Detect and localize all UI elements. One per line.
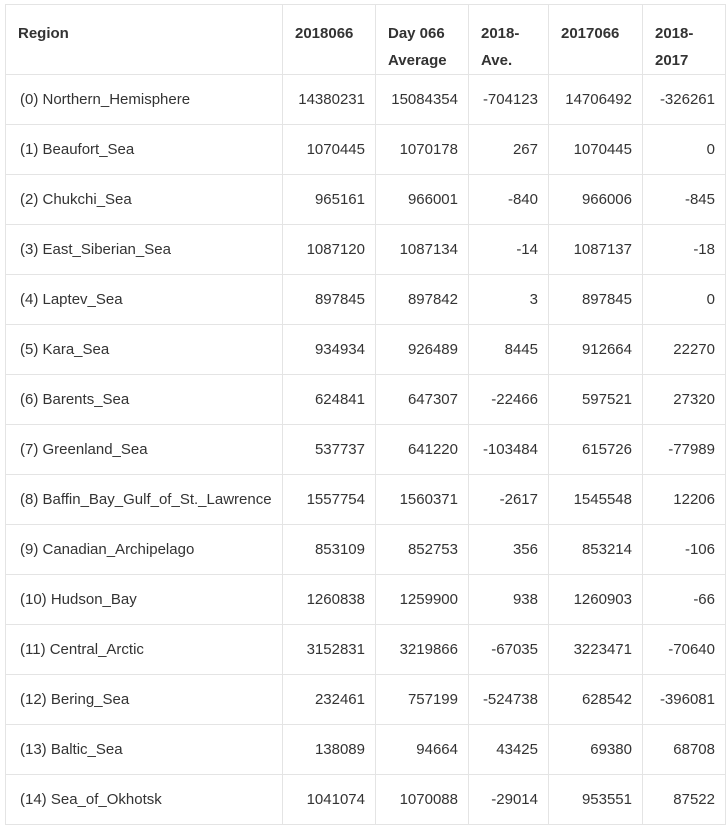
header-2018-ave-line-1: 2018- [481, 25, 520, 42]
day-066-average-cell: 1560371 [376, 475, 469, 525]
diff-2018-ave-cell: 938 [469, 575, 549, 625]
value-2017066-cell: 853214 [549, 525, 643, 575]
diff-2018-2017-cell: -845 [643, 175, 726, 225]
value-2017066-cell: 1070445 [549, 125, 643, 175]
table-row [6, 725, 726, 775]
header-2017066-label: 2017066 [561, 25, 620, 42]
day-066-average-cell: 926489 [376, 325, 469, 375]
value-2017066-cell: 628542 [549, 675, 643, 725]
table-header [6, 5, 726, 75]
value-2018066-cell: 897845 [283, 275, 376, 325]
value-2017066-cell: 1087137 [549, 225, 643, 275]
diff-2018-2017-cell: 27320 [643, 375, 726, 425]
day-066-average-cell: 1070088 [376, 775, 469, 825]
day-066-average-cell: 1259900 [376, 575, 469, 625]
value-2017066-cell: 3223471 [549, 625, 643, 675]
diff-2018-2017-cell: -106 [643, 525, 726, 575]
value-2018066-cell: 934934 [283, 325, 376, 375]
region-cell: (4) Laptev_Sea [6, 275, 283, 325]
sea-ice-extent-table [5, 4, 726, 825]
table-row [6, 75, 726, 125]
table-row [6, 375, 726, 425]
day-066-average-cell: 3219866 [376, 625, 469, 675]
region-cell: (11) Central_Arctic [6, 625, 283, 675]
header-2018066-label: 2018066 [295, 25, 354, 42]
value-2018066-cell: 624841 [283, 375, 376, 425]
value-2017066-cell: 69380 [549, 725, 643, 775]
region-cell: (2) Chukchi_Sea [6, 175, 283, 225]
diff-2018-2017-cell: 12206 [643, 475, 726, 525]
diff-2018-ave-cell: -67035 [469, 625, 549, 675]
value-2017066-cell: 912664 [549, 325, 643, 375]
table-row [6, 275, 726, 325]
day-066-average-cell: 647307 [376, 375, 469, 425]
diff-2018-ave-cell: -2617 [469, 475, 549, 525]
day-066-average-cell: 1087134 [376, 225, 469, 275]
table-row [6, 325, 726, 375]
value-2018066-cell: 232461 [283, 675, 376, 725]
diff-2018-ave-cell: 8445 [469, 325, 549, 375]
header-2018066 [283, 5, 376, 75]
diff-2018-2017-cell: -70640 [643, 625, 726, 675]
value-2018066-cell: 853109 [283, 525, 376, 575]
value-2018066-cell: 1041074 [283, 775, 376, 825]
region-cell: (6) Barents_Sea [6, 375, 283, 425]
header-2018-2017-line-2: 2017 [655, 52, 689, 69]
table-row [6, 575, 726, 625]
day-066-average-cell: 757199 [376, 675, 469, 725]
region-cell: (12) Bering_Sea [6, 675, 283, 725]
value-2018066-cell: 537737 [283, 425, 376, 475]
value-2017066-cell: 897845 [549, 275, 643, 325]
table-row [6, 475, 726, 525]
region-cell: (13) Baltic_Sea [6, 725, 283, 775]
diff-2018-ave-cell: -524738 [469, 675, 549, 725]
value-2018066-cell: 1070445 [283, 125, 376, 175]
diff-2018-2017-cell: 0 [643, 125, 726, 175]
value-2018066-cell: 1260838 [283, 575, 376, 625]
diff-2018-2017-cell: 22270 [643, 325, 726, 375]
table-row [6, 525, 726, 575]
diff-2018-2017-cell: 87522 [643, 775, 726, 825]
day-066-average-cell: 852753 [376, 525, 469, 575]
diff-2018-ave-cell: -22466 [469, 375, 549, 425]
region-cell: (9) Canadian_Archipelago [6, 525, 283, 575]
header-region [6, 5, 283, 75]
table-row [6, 625, 726, 675]
value-2017066-cell: 597521 [549, 375, 643, 425]
diff-2018-ave-cell: 3 [469, 275, 549, 325]
day-066-average-cell: 897842 [376, 275, 469, 325]
region-cell: (0) Northern_Hemisphere [6, 75, 283, 125]
value-2018066-cell: 138089 [283, 725, 376, 775]
header-day-066-average-line-1: Day 066 [388, 25, 445, 42]
day-066-average-cell: 1070178 [376, 125, 469, 175]
table-row [6, 175, 726, 225]
value-2017066-cell: 615726 [549, 425, 643, 475]
diff-2018-ave-cell: -103484 [469, 425, 549, 475]
header-region-label: Region [18, 25, 69, 42]
diff-2018-ave-cell: -14 [469, 225, 549, 275]
diff-2018-2017-cell: -66 [643, 575, 726, 625]
region-cell: (3) East_Siberian_Sea [6, 225, 283, 275]
region-cell: (8) Baffin_Bay_Gulf_of_St._Lawrence [6, 475, 283, 525]
region-cell: (14) Sea_of_Okhotsk [6, 775, 283, 825]
day-066-average-cell: 94664 [376, 725, 469, 775]
diff-2018-2017-cell: 68708 [643, 725, 726, 775]
table-row [6, 425, 726, 475]
diff-2018-ave-cell: 356 [469, 525, 549, 575]
diff-2018-2017-cell: -18 [643, 225, 726, 275]
header-2017066 [549, 5, 643, 75]
region-cell: (7) Greenland_Sea [6, 425, 283, 475]
diff-2018-2017-cell: -396081 [643, 675, 726, 725]
region-cell: (5) Kara_Sea [6, 325, 283, 375]
table-body [6, 75, 726, 825]
table-row [6, 225, 726, 275]
value-2017066-cell: 1260903 [549, 575, 643, 625]
value-2017066-cell: 966006 [549, 175, 643, 225]
diff-2018-ave-cell: 43425 [469, 725, 549, 775]
value-2018066-cell: 1557754 [283, 475, 376, 525]
header-2018-2017-line-1: 2018- [655, 25, 694, 42]
header-day-066-average [376, 5, 469, 75]
day-066-average-cell: 641220 [376, 425, 469, 475]
diff-2018-2017-cell: 0 [643, 275, 726, 325]
header-2018-ave [469, 5, 549, 75]
value-2018066-cell: 1087120 [283, 225, 376, 275]
header-day-066-average-line-2: Average [388, 52, 447, 69]
value-2018066-cell: 3152831 [283, 625, 376, 675]
table-row [6, 125, 726, 175]
diff-2018-2017-cell: -326261 [643, 75, 726, 125]
value-2017066-cell: 14706492 [549, 75, 643, 125]
value-2017066-cell: 953551 [549, 775, 643, 825]
day-066-average-cell: 15084354 [376, 75, 469, 125]
value-2018066-cell: 14380231 [283, 75, 376, 125]
header-2018-ave-line-2: Ave. [481, 52, 513, 69]
value-2018066-cell: 965161 [283, 175, 376, 225]
diff-2018-ave-cell: -704123 [469, 75, 549, 125]
value-2017066-cell: 1545548 [549, 475, 643, 525]
region-cell: (10) Hudson_Bay [6, 575, 283, 625]
table-row [6, 775, 726, 825]
header-row [6, 5, 726, 75]
day-066-average-cell: 966001 [376, 175, 469, 225]
diff-2018-ave-cell: -840 [469, 175, 549, 225]
diff-2018-ave-cell: 267 [469, 125, 549, 175]
diff-2018-ave-cell: -29014 [469, 775, 549, 825]
diff-2018-2017-cell: -77989 [643, 425, 726, 475]
table-row [6, 675, 726, 725]
region-cell: (1) Beaufort_Sea [6, 125, 283, 175]
header-2018-2017 [643, 5, 726, 75]
